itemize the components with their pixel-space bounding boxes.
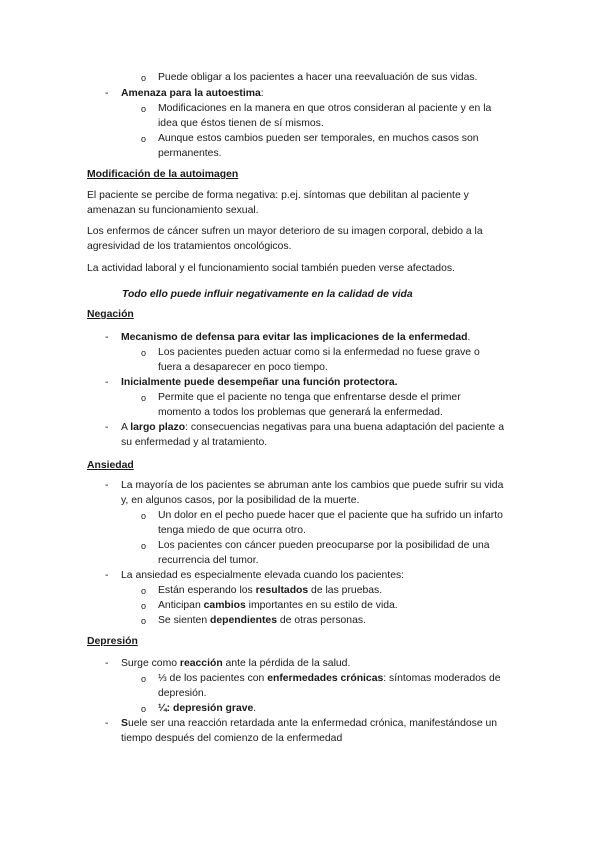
text-run: Aunque estos cambios pueden ser temporales, en muchos casos son [158,133,479,144]
circle-bullet-icon: o [141,348,147,358]
bold-text-run: Inicialmente puede desempeñar una función protectora. [121,377,398,388]
paragraph-line [87,203,259,218]
sub-list-item-line [158,613,366,628]
text-run: depresión. [158,688,207,699]
bold-text-run: dependientes [210,615,277,626]
paragraph-line [87,224,483,239]
dash-bullet: - [105,570,109,581]
text-run: La mayoría de los pacientes se abruman ante los cambios que puede sufrir su vida [121,480,504,491]
section-heading: Depresión [87,636,138,647]
text-run: : consecuencias negativas para una buena adaptación del paciente a [185,422,504,433]
circle-bullet-icon: o [141,104,147,114]
text-run: La actividad laboral y el funcionamiento social también pueden verse afectados. [87,263,455,274]
list-item-line [121,656,350,671]
text-run: Un dolor en el pecho puede hacer que el paciente que ha sufrido un infarto [158,510,503,521]
circle-bullet-icon: o [141,541,147,551]
paragraph-line [87,188,469,203]
text-run: permanentes. [158,148,222,159]
text-run: Surge como [121,658,180,669]
dash-bullet: - [105,332,109,343]
sub-list-item-line [158,686,207,701]
sub-list-item-line [158,508,503,523]
text-run: Puede obligar a los pacientes a hacer una reevaluación de sus vidas. [158,72,478,83]
sub-list-item-line [158,405,443,420]
sub-list-item-line [158,360,328,375]
paragraph-line [87,239,291,254]
text-run: recurrencia del tumor. [158,555,259,566]
list-item-line [121,420,504,435]
sub-list-item-line [158,598,398,613]
text-run: y, en algunos casos, por la posibilidad de la muerte. [121,495,360,506]
dash-bullet: - [105,377,109,388]
text-run: A [121,422,131,433]
circle-bullet-icon: o [141,393,147,403]
circle-bullet-icon: o [141,674,147,684]
bold-text-run: S [121,718,128,729]
dash-bullet: - [105,658,109,669]
text-run: Anticipan [158,600,204,611]
sub-list-item-line [158,146,222,161]
text-run: La ansiedad es especialmente elevada cuando los pacientes: [121,570,405,581]
text-run: de otras personas. [276,615,366,626]
list-item-line [121,435,267,450]
dash-bullet: - [105,88,109,99]
text-run: su enfermedad y al tratamiento. [121,437,268,448]
circle-bullet-icon: o [141,511,147,521]
list-item-line [121,330,470,345]
text-run: : [260,88,264,99]
bold-text-run: enfermedades crónicas [267,673,384,684]
circle-bullet-icon: o [141,134,147,144]
text-run: uele ser una reacción retardada ante la enfermedad crónica, manifestándose un [127,718,498,729]
dash-bullet: - [105,422,109,433]
list-item-line [121,375,398,390]
bold-text-run: cambios [203,600,246,611]
text-run: Los enfermos de cáncer sufren un mayor deterioro de su imagen corporal, debido a la [87,226,483,237]
list-item-line [121,568,404,583]
sub-list-item-line [158,523,306,538]
section-heading: Negación [87,309,134,320]
text-run: . [467,332,471,343]
text-run: Los pacientes con cáncer pueden preocuparse por la posibilidad de una [158,540,490,551]
text-run: ante la pérdida de la salud. [222,658,351,669]
sub-list-item-line [158,671,501,686]
sub-list-item-line [158,70,477,85]
bold-text-run: Amenaza para la autoestima [121,88,261,99]
text-run: Están esperando los [158,585,256,596]
sub-list-item-line [158,345,480,360]
list-item-line [121,493,359,508]
sub-list-item-line [158,583,382,598]
section-heading: Ansiedad [87,460,134,471]
list-item-line [121,478,503,493]
sub-list-item-line [158,131,479,146]
circle-bullet-icon: o [141,73,147,83]
sub-list-item-line [158,101,491,116]
bold-text-run: Mecanismo de defensa para evitar las implicaciones de la enfermedad [121,332,468,343]
text-run: Permite que el paciente no tenga que enfrentarse desde el primer [158,392,461,403]
sub-list-item-line [158,390,461,405]
text-run: tenga miedo de que ocurra otro. [158,525,306,536]
text-run: Se sienten [158,615,210,626]
bold-text-run: resultados [255,585,309,596]
text-run: de las pruebas. [308,585,383,596]
bold-text-run: reacción [179,658,223,669]
circle-bullet-icon: o [141,704,147,714]
sub-list-item-line [158,701,256,716]
text-run: Todo ello puede influir negativamente en la calidad de vida [122,289,413,300]
sub-list-item-line [158,553,259,568]
emphasis-line [122,287,413,302]
bold-text-run: ¼: depresión grave [158,703,254,714]
text-run: tiempo después del comienzo de la enfermedad [121,733,343,744]
text-run: amenazan su funcionamiento sexual. [87,205,259,216]
sub-list-item-line [158,538,490,553]
sub-list-item-line [158,116,324,131]
dash-bullet: - [105,480,109,491]
list-item-line [121,86,264,101]
bold-text-run: largo plazo [130,422,186,433]
circle-bullet-icon: o [141,616,147,626]
section-heading: Modificación de la autoimagen [87,169,239,180]
list-item-line [121,731,342,746]
text-run: Los pacientes pueden actuar como si la enfermedad no fuese grave o [158,347,480,358]
text-run: fuera a desaparecer en poco tiempo. [158,362,328,373]
text-run: idea que éstos tienen de sí mismos. [158,118,324,129]
text-run: importantes en su estilo de vida. [245,600,398,611]
text-run: : síntomas moderados de [383,673,501,684]
text-run: ⅓ de los pacientes con [158,673,268,684]
list-item-line [121,716,497,731]
text-run: El paciente se percibe de forma negativa: p.ej. síntomas que debilitan al paciente y [87,190,469,201]
text-run: Modificaciones en la manera en que otros consideran al paciente y en la [158,103,492,114]
circle-bullet-icon: o [141,586,147,596]
text-run: . [253,703,257,714]
circle-bullet-icon: o [141,601,147,611]
dash-bullet: - [105,718,109,729]
text-run: momento a todos los problemas que generará la enfermedad. [158,407,443,418]
paragraph-line [87,261,455,276]
text-run: agresividad de los tratamientos oncológicos. [87,241,292,252]
